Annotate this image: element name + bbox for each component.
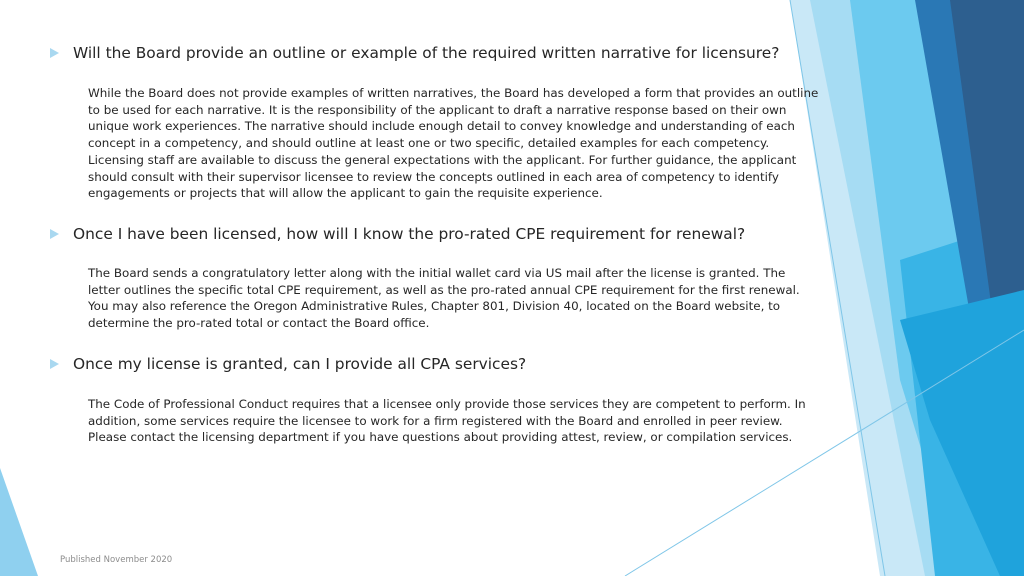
- triangle-bullet-icon: [50, 48, 59, 58]
- question-1-text: Will the Board provide an outline or example of the required written narrative for licensure?: [73, 44, 780, 62]
- footer-published-date: Published November 2020: [60, 555, 173, 565]
- answer-1-text: While the Board does not provide examples of written narratives, the Board has developed a form that provides an outline to be used for each narrative. It is the responsibility of the applicant to draft a narrative response based on their own unique work experiences. The narrative should include enough detail to convey knowledge and understanding of each concept in a competency, and should outline at least one or two specific, detailed examples for each competency. Licensing staff are available to discuss the general expectations with the applicant. For further guidance, the applicant should consult with their supervisor licensee to review the concepts outlined in each area of competency to identify engagements or projects that will allow the applicant to gain the requisite experience.: [88, 86, 819, 201]
- question-2: [50, 222, 850, 246]
- question-1: [50, 41, 850, 65]
- question-3: [50, 352, 850, 376]
- triangle-bullet-icon: [50, 359, 59, 369]
- question-2-text: Once I have been licensed, how will I know the pro-rated CPE requirement for renewal?: [73, 225, 746, 243]
- question-3-text: Once my license is granted, can I provide all CPA services?: [73, 355, 527, 373]
- answer-3-text: The Code of Professional Conduct requires that a licensee only provide those services they are competent to perform. In addition, some services require the licensee to work for a firm registered with the Board and enrolled in peer review. Please contact the licensing department if you have questions about providing attest, review, or compilation services.: [88, 397, 806, 445]
- triangle-bullet-icon: [50, 229, 59, 239]
- answer-2-text: The Board sends a congratulatory letter along with the initial wallet card via US mail after the license is granted. The letter outlines the specific total CPE requirement, as well as the pro-rated annual CPE requirement for the first renewal. You may also reference the Oregon Administrative Rules, Chapter 801, Division 40, located on the Board website, to determine the pro-rated total or contact the Board office.: [88, 266, 800, 331]
